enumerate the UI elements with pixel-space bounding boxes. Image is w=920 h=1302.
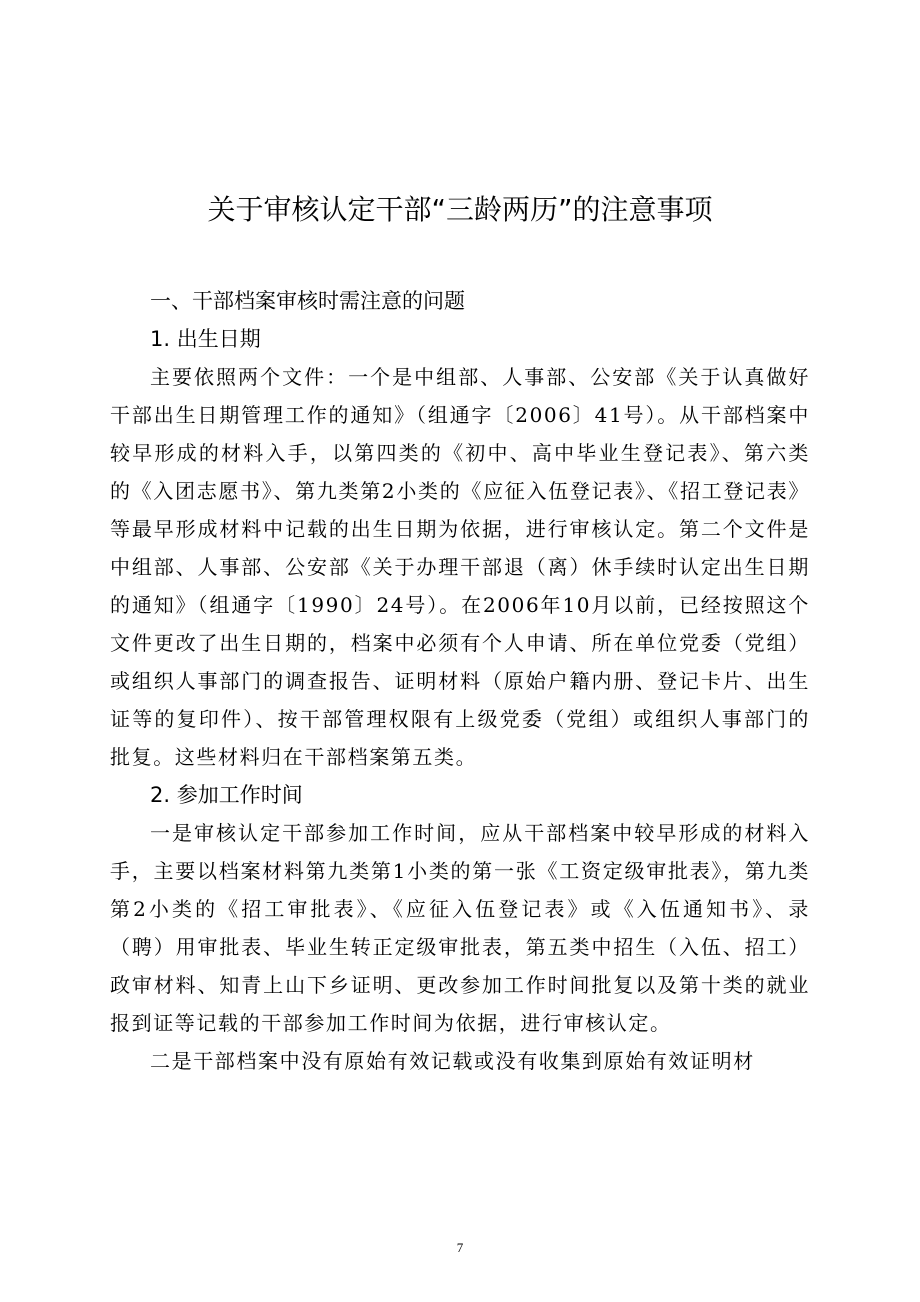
document-title: 关于审核认定干部“三龄两历”的注意事项: [207, 193, 713, 226]
subsection-heading-work-start-date: 2. 参加工作时间: [150, 783, 303, 807]
page-number: 7: [456, 1240, 464, 1255]
document-body: [110, 282, 810, 1080]
section-heading: 一、干部档案审核时需注意的问题: [150, 289, 465, 313]
paragraph-work-start-date-1: 一是审核认定干部参加工作时间，应从干部档案中较早形成的材料入手，主要以档案材料第九类第1小类的第一张《工资定级审批表》，第九类第2小类的《招工审批表》、《应征入伍登记表》或《入伍通知书》、录（聘）用审批表、毕业生转正定级审批表，第五类中招生（入伍、招工）政审材料、知青上山下乡证明、更改参加工作时间批复以及第十类的就业报到证等记载的干部参加工作时间为依据，进行审核认定。: [110, 821, 810, 1035]
paragraph-birth-date: 主要依照两个文件：一个是中组部、人事部、公安部《关于认真做好干部出生日期管理工作的通知》（组通字〔2006〕41号）。从干部档案中较早形成的材料入手，以第四类的《初中、高中毕业生登记表》、第六类的《入团志愿书》、第九类第2小类的《应征入伍登记表》、《招工登记表》等最早形成材料中记载的出生日期为依据，进行审核认定。第二个文件是中组部、人事部、公安部《关于办理干部退（离）休手续时认定出生日期的通知》（组通字〔1990〕24号）。在2006年10月以前，已经按照这个文件更改了出生日期的，档案中必须有个人申请、所在单位党委（党组）或组织人事部门的调查报告、证明材料（原始户籍内册、登记卡片、出生证等的复印件）、按干部管理权限有上级党委（党组）或组织人事部门的批复。这些材料归在干部档案第五类。: [110, 365, 810, 769]
paragraph-work-start-date-2: 二是干部档案中没有原始有效记载或没有收集到原始有效证明材: [150, 1049, 755, 1073]
subsection-heading-birth-date: 1. 出生日期: [150, 327, 261, 351]
